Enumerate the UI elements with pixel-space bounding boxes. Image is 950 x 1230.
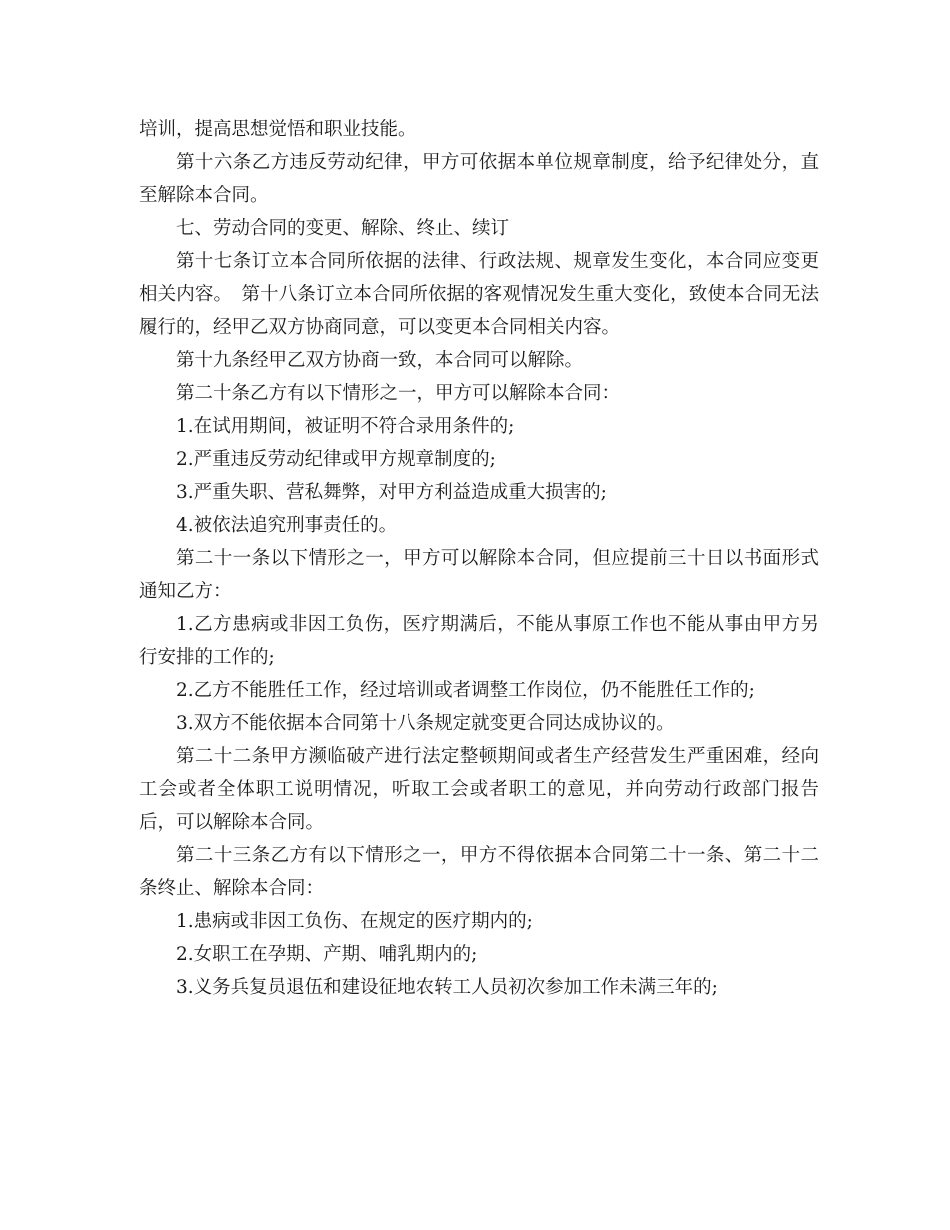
list-item: 2.严重违反劳动纪律或甲方规章制度的;: [176, 449, 496, 470]
list-item: 3.严重失职、营私舞弊，对甲方利益造成重大损害的;: [176, 482, 607, 503]
paragraph-article-19: 第十九条经甲乙双方协商一致，本合同可以解除。: [176, 350, 584, 371]
paragraph-article-17-18: 第十七条订立本合同所依据的法律、行政法规、规章发生变化，本合同应变更相关内容。 第十八条订立本合同所依据的客观情况发生重大变化，致使本合同无法履行的，经甲乙双方协商同意，可以变更本合同相关内容。: [139, 251, 819, 338]
paragraph-article-22: 第二十二条甲方濒临破产进行法定整顿期间或者生产经营发生严重困难，经向工会或者全体职工说明情况，听取工会或者职工的意见，并向劳动行政部门报告后，可以解除本合同。: [139, 746, 819, 833]
list-item: 4.被依法追究刑事责任的。: [176, 515, 398, 536]
paragraph-article-20: 第二十条乙方有以下情形之一，甲方可以解除本合同：: [176, 383, 621, 404]
paragraph-article-23: 第二十三条乙方有以下情形之一，甲方不得依据本合同第二十一条、第二十二条终止、解除本合同：: [139, 845, 819, 899]
section-heading-7: 七、劳动合同的变更、解除、终止、续订: [176, 218, 510, 239]
list-item: 1.在试用期间，被证明不符合录用条件的;: [176, 416, 515, 437]
list-item: 3.义务兵复员退伍和建设征地农转工人员初次参加工作未满三年的;: [176, 977, 718, 998]
list-item: 1.乙方患病或非因工负伤，医疗期满后，不能从事原工作也不能从事由甲方另行安排的工作的;: [139, 614, 819, 668]
paragraph-article-21: 第二十一条以下情形之一，甲方可以解除本合同，但应提前三十日以书面形式通知乙方：: [139, 548, 819, 602]
paragraph-continuation: 培训，提高思想觉悟和职业技能。: [139, 119, 417, 140]
paragraph-article-16: 第十六条乙方违反劳动纪律，甲方可依据本单位规章制度，给予纪律处分，直至解除本合同。: [139, 152, 819, 206]
document-page: [139, 113, 819, 1004]
list-item: 3.双方不能依据本合同第十八条规定就变更合同达成协议的。: [176, 713, 675, 734]
list-item: 1.患病或非因工负伤、在规定的医疗期内的;: [176, 911, 533, 932]
list-item: 2.女职工在孕期、产期、哺乳期内的;: [176, 944, 478, 965]
list-item: 2.乙方不能胜任工作，经过培训或者调整工作岗位，仍不能胜任工作的;: [176, 680, 755, 701]
